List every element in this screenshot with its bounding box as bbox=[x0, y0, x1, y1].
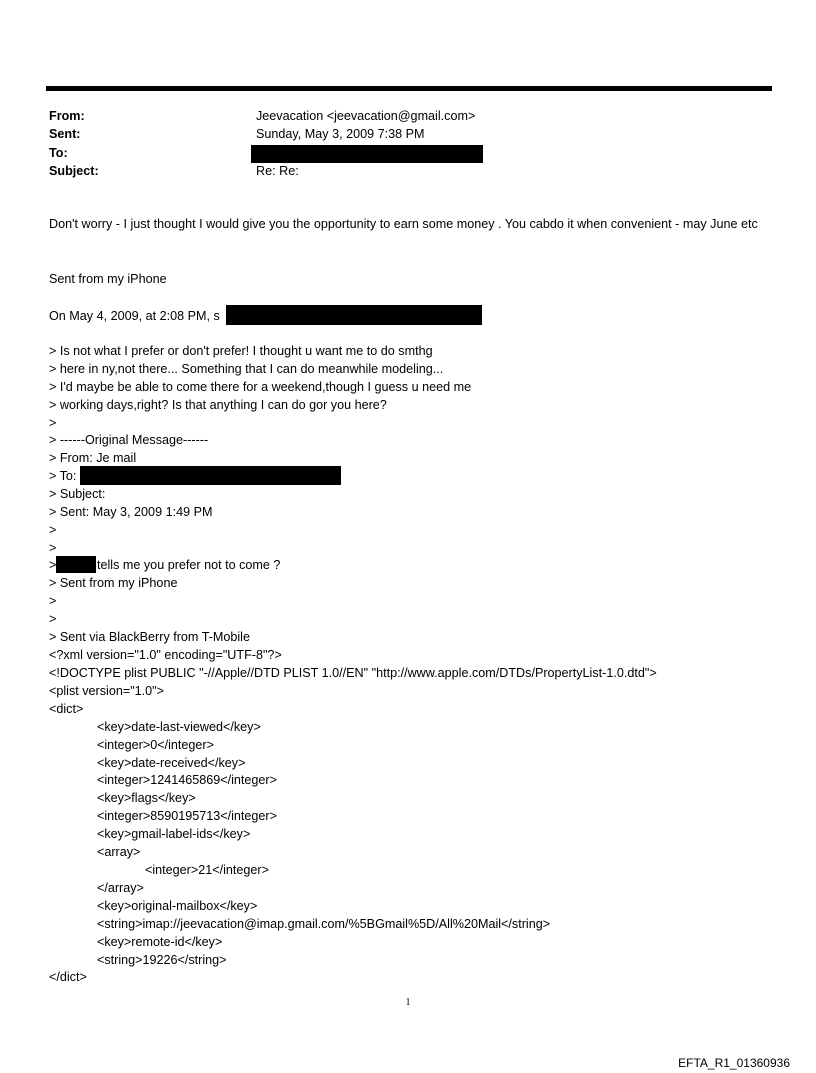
quoted-line: > Subject: bbox=[49, 487, 106, 501]
quoted-line: > Sent: May 3, 2009 1:49 PM bbox=[49, 505, 213, 519]
from-value: Jeevacation <jeevacation@gmail.com> bbox=[256, 109, 476, 123]
message-paragraph: Don't worry - I just thought I would give you the opportunity to earn some money . You cabdo it when convenient - may June etc bbox=[49, 217, 758, 231]
quoted-line: > To: bbox=[49, 469, 77, 483]
plist-line: <array> bbox=[97, 845, 141, 859]
to-label: To: bbox=[49, 146, 68, 160]
quoted-line-text: tells me you prefer not to come ? bbox=[97, 558, 281, 572]
plist-line: <integer>8590195713</integer> bbox=[97, 809, 277, 823]
redaction-bar bbox=[226, 305, 482, 325]
plist-line: <?xml version="1.0" encoding="UTF-8"?> bbox=[49, 648, 282, 662]
plist-line: <key>date-received</key> bbox=[97, 756, 246, 770]
page-number: 1 bbox=[405, 997, 411, 1008]
quoted-line: > ------Original Message------ bbox=[49, 433, 209, 447]
plist-line: </dict> bbox=[49, 970, 87, 984]
quoted-line: > From: Je mail bbox=[49, 451, 137, 465]
quoted-line: > I'd maybe be able to come there for a weekend,though I guess u need me bbox=[49, 380, 472, 394]
plist-line: <integer>0</integer> bbox=[97, 738, 214, 752]
plist-line: <string>19226</string> bbox=[97, 953, 227, 967]
plist-line: <integer>1241465869</integer> bbox=[97, 773, 277, 787]
plist-line: <key>flags</key> bbox=[97, 791, 196, 805]
plist-line: <key>date-last-viewed</key> bbox=[97, 720, 261, 734]
quoted-line: > here in ny,not there... Something that I can do meanwhile modeling... bbox=[49, 362, 444, 376]
plist-line: <key>original-mailbox</key> bbox=[97, 899, 258, 913]
sent-label: Sent: bbox=[49, 127, 81, 141]
signature: Sent from my iPhone bbox=[49, 272, 167, 286]
quoted-line: > bbox=[49, 594, 57, 608]
quoted-line: > Is not what I prefer or don't prefer! I thought u want me to do smthg bbox=[49, 344, 433, 358]
quoted-line: > bbox=[49, 523, 57, 537]
redaction-bar bbox=[80, 466, 341, 485]
quoted-line: > bbox=[49, 558, 57, 572]
plist-line: <dict> bbox=[49, 702, 84, 716]
quoted-line: > bbox=[49, 416, 57, 430]
plist-line: <string>imap://jeevacation@imap.gmail.com/%5BGmail%5D/All%20Mail</string> bbox=[97, 917, 551, 931]
sent-value: Sunday, May 3, 2009 7:38 PM bbox=[256, 127, 425, 141]
plist-line: </array> bbox=[97, 881, 144, 895]
redaction-bar bbox=[56, 556, 96, 573]
quoted-line: > bbox=[49, 612, 57, 626]
quoted-line: > bbox=[49, 541, 57, 555]
quoted-line: > Sent from my iPhone bbox=[49, 576, 178, 590]
plist-line: <key>remote-id</key> bbox=[97, 935, 223, 949]
plist-line: <integer>21</integer> bbox=[145, 863, 269, 877]
quoted-line: > Sent via BlackBerry from T-Mobile bbox=[49, 630, 250, 644]
quoted-line: > working days,right? Is that anything I can do gor you here? bbox=[49, 398, 387, 412]
redaction-bar bbox=[251, 145, 483, 163]
subject-label: Subject: bbox=[49, 164, 99, 178]
plist-line: <plist version="1.0"> bbox=[49, 684, 165, 698]
plist-line: <!DOCTYPE plist PUBLIC "-//Apple//DTD PLIST 1.0//EN" "http://www.apple.com/DTDs/PropertyList-1.0.dtd"> bbox=[49, 666, 657, 680]
plist-line: <key>gmail-label-ids</key> bbox=[97, 827, 251, 841]
header-rule bbox=[46, 86, 772, 91]
from-label: From: bbox=[49, 109, 85, 123]
subject-value: Re: Re: bbox=[256, 164, 299, 178]
reply-attribution: On May 4, 2009, at 2:08 PM, s bbox=[49, 309, 220, 323]
document-id: EFTA_R1_01360936 bbox=[678, 1056, 790, 1070]
